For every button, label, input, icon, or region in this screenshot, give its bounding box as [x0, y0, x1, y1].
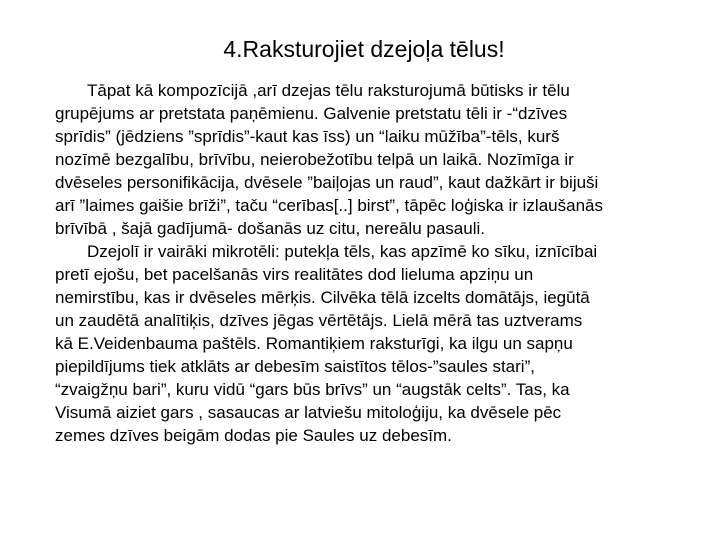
text-line: pretī ejošu, bet pacelšanās virs realitātes dod lieluma apziņu un [55, 265, 534, 284]
text-line: kā E.Veidenbauma paštēls. Romantiķiem raksturīgi, ka ilgu un sapņu [55, 334, 573, 353]
text-line: zemes dzīves beigām dodas pie Saules uz debesīm. [55, 426, 452, 445]
text-line: Dzejolī ir vairāki mikrotēli: putekļa tēls, kas apzīmē ko sīku, iznīcībai [87, 242, 598, 261]
slide-title: 4.Raksturojiet dzejoļa tēlus! [223, 36, 505, 62]
text-line: Visumā aiziet gars , sasaucas ar latviešu mitoloģiju, ka dvēsele pēc [55, 403, 562, 422]
text-line: nozīmē bezgalību, brīvību, neierobežotību telpā un laikā. Nozīmīga ir [55, 150, 574, 169]
text-line: arī ”laimes gaišie brīži”, taču “cerības[..] birst”, tāpēc loģiska ir izlaušanās [55, 196, 603, 215]
text-line: un zaudētā analītiķis, dzīves jēgas vērtētājs. Lielā mērā tas uztverams [55, 311, 583, 330]
text-line: Tāpat kā kompozīcijā ,arī dzejas tēlu raksturojumā būtisks ir tēlu [87, 81, 570, 100]
text-line: grupējums ar pretstata paņēmienu. Galvenie pretstatu tēli ir -“dzīves [55, 104, 568, 123]
text-line: nemirstību, kas ir dvēseles mērķis. Cilvēka tēlā izcelts domātājs, iegūtā [55, 288, 590, 307]
paragraph-microimages [55, 240, 700, 447]
text-line: brīvībā , šajā gadījumā- došanās uz citu, nereālu pasauli. [55, 219, 485, 238]
text-line: piepildījums tiek atklāts ar debesīm saistītos tēlos-”saules stari”, [55, 357, 535, 376]
slide-body [55, 79, 700, 447]
text-line: “zvaigžņu bari”, kuru vidū “gars būs brīvs” un “augstāk celts”. Tas, ka [55, 380, 570, 399]
paragraph-composition [55, 79, 700, 240]
text-line: sprīdis” (jēdziens ”sprīdis”-kaut kas īss) un “laiku mūžība”-tēls, kurš [55, 127, 560, 146]
text-line: dvēseles personifikācija, dvēsele ”baiļojas un raud”, kaut dažkārt ir bijuši [55, 173, 599, 192]
